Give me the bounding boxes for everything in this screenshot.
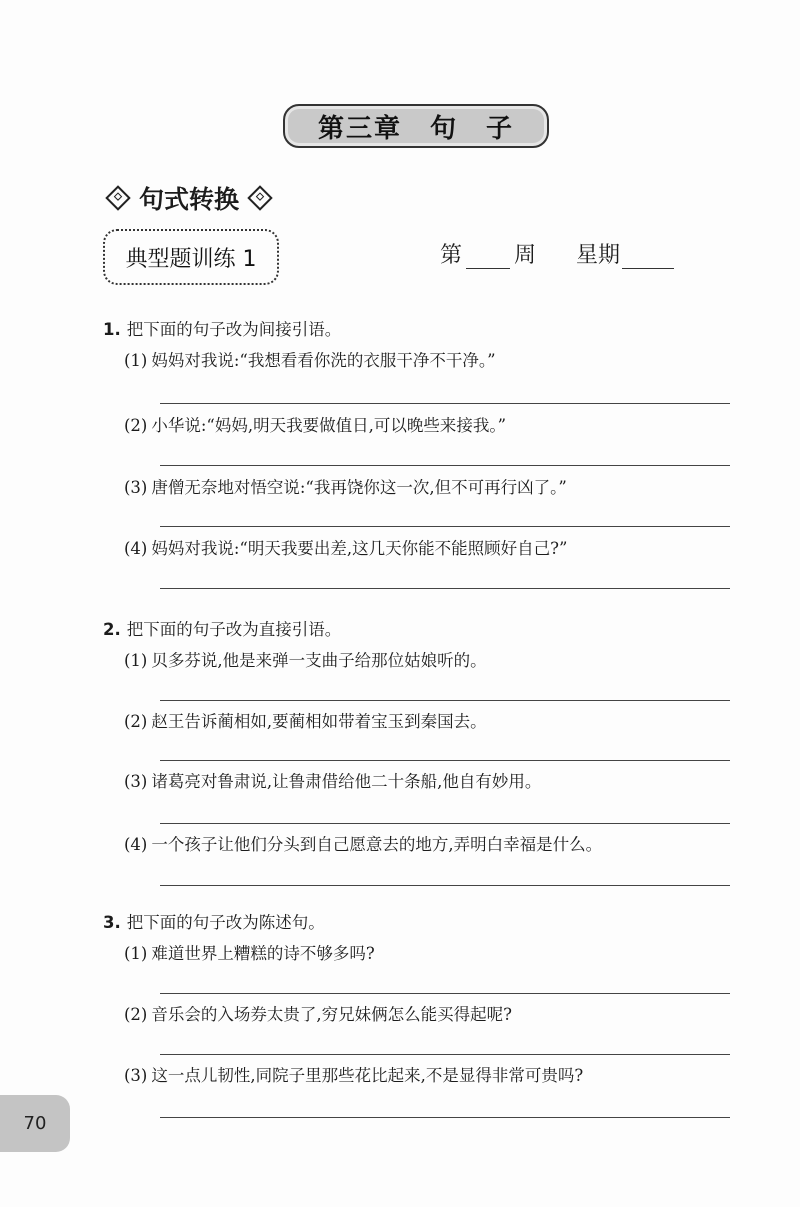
question-1-item-2: [124, 415, 506, 437]
chapter-title-mid: 句: [429, 113, 458, 144]
question-number: 3.: [103, 913, 121, 932]
question-prompt: 把下面的句子改为间接引语。: [126, 320, 342, 339]
chapter-title: [318, 108, 514, 145]
item-number: (4): [124, 835, 148, 854]
item-number: (2): [124, 1005, 148, 1024]
section-heading: [103, 180, 275, 216]
training-label: 典型题训练 1: [125, 246, 257, 272]
item-text: 妈妈对我说:“我想看看你洗的衣服干净不干净。”: [151, 351, 496, 370]
training-label-box: [103, 229, 279, 285]
item-number: (3): [124, 1066, 148, 1085]
answer-line[interactable]: [160, 1117, 730, 1118]
question-1: [103, 319, 341, 341]
question-3-item-3: [124, 1065, 583, 1087]
question-2-item-1: [124, 650, 487, 672]
item-text: 妈妈对我说:“明天我要出差,这几天你能不能照顾好自己?”: [151, 539, 568, 558]
item-text: 诸葛亮对鲁肃说,让鲁肃借给他二十条船,他自有妙用。: [151, 772, 542, 791]
item-number: (3): [124, 478, 148, 497]
item-number: (2): [124, 416, 148, 435]
item-number: (1): [124, 651, 148, 670]
diamond-right-icon: [247, 185, 272, 210]
answer-line[interactable]: [160, 700, 730, 701]
item-number: (1): [124, 351, 148, 370]
answer-line[interactable]: [160, 1054, 730, 1055]
question-prompt: 把下面的句子改为直接引语。: [126, 620, 342, 639]
question-2-item-2: [124, 711, 487, 733]
section-title: 句式转换: [139, 185, 240, 214]
chapter-banner: [283, 104, 549, 148]
question-1-item-3: [124, 477, 567, 499]
question-2-item-3: [124, 771, 541, 793]
date-line: [440, 238, 674, 269]
answer-line[interactable]: [160, 760, 730, 761]
item-text: 小华说:“妈妈,明天我要做值日,可以晚些来接我。”: [151, 416, 507, 435]
answer-line[interactable]: [160, 823, 730, 824]
date-prefix: 第: [440, 243, 463, 268]
item-text: 难道世界上糟糕的诗不够多吗?: [151, 944, 375, 963]
answer-line[interactable]: [160, 465, 730, 466]
item-number: (4): [124, 539, 148, 558]
question-prompt: 把下面的句子改为陈述句。: [126, 913, 325, 932]
date-weekday: 星期: [576, 243, 621, 268]
question-1-item-1: [124, 350, 496, 372]
item-number: (3): [124, 772, 148, 791]
item-text: 一个孩子让他们分头到自己愿意去的地方,弄明白幸福是什么。: [151, 835, 603, 854]
page-number-tab: [0, 1095, 70, 1152]
question-3-item-1: [124, 943, 375, 965]
weekday-blank[interactable]: [622, 240, 674, 269]
diamond-left-icon: [105, 185, 130, 210]
question-2: [103, 619, 341, 641]
item-text: 贝多芬说,他是来弹一支曲子给那位姑娘听的。: [151, 651, 487, 670]
question-2-item-4: [124, 834, 602, 856]
answer-line[interactable]: [160, 588, 730, 589]
question-number: 2.: [103, 620, 121, 639]
page-number: 70: [23, 1113, 47, 1134]
chapter-title-left: 第三章: [317, 113, 402, 144]
item-text: 这一点儿韧性,同院子里那些花比起来,不是显得非常可贵吗?: [151, 1066, 584, 1085]
question-1-item-4: [124, 538, 567, 560]
question-3-item-2: [124, 1004, 512, 1026]
week-blank[interactable]: [466, 240, 510, 269]
answer-line[interactable]: [160, 403, 730, 404]
chapter-title-right: 子: [486, 113, 515, 144]
item-number: (1): [124, 944, 148, 963]
answer-line[interactable]: [160, 885, 730, 886]
item-text: 唐僧无奈地对悟空说:“我再饶你这一次,但不可再行凶了。”: [151, 478, 567, 497]
question-number: 1.: [103, 320, 121, 339]
question-3: [103, 912, 325, 934]
date-week: 周: [514, 243, 537, 268]
answer-line[interactable]: [160, 993, 730, 994]
item-text: 赵王告诉蔺相如,要蔺相如带着宝玉到秦国去。: [151, 712, 487, 731]
item-number: (2): [124, 712, 148, 731]
answer-line[interactable]: [160, 526, 730, 527]
item-text: 音乐会的入场券太贵了,穷兄妹俩怎么能买得起呢?: [151, 1005, 512, 1024]
